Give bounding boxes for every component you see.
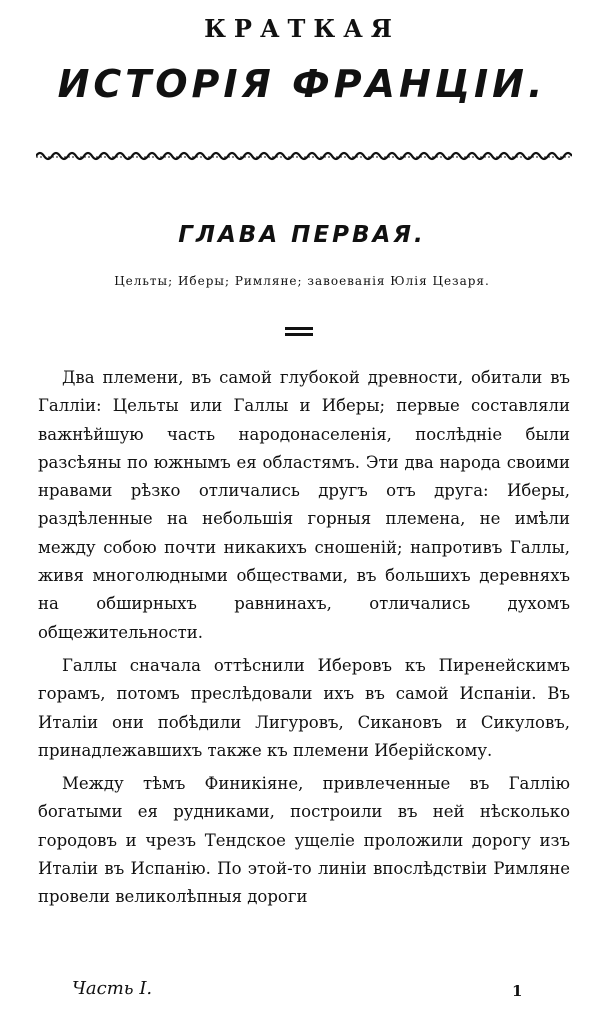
ornamental-divider bbox=[36, 150, 572, 162]
chapter-summary: Цельты; Иберы; Римляне; завоеванія Юлія Цезаря. bbox=[114, 274, 490, 288]
signature-mark: Часть I. bbox=[72, 978, 153, 999]
sheet-number: 1 bbox=[512, 982, 523, 1000]
title-small: КРАТКАЯ bbox=[204, 14, 400, 43]
body-text bbox=[38, 364, 570, 917]
paragraph: Между тѣмъ Финикіяне, привлеченные въ Галлію богатыми ея рудниками, построили въ ней нѣсколько городовъ и чрезъ Тендское ущеліе проложили дорогу изъ Италіи въ Испанію. По этой-то линіи впослѣдствіи Римляне провели великолѣпныя дороги bbox=[38, 774, 570, 907]
title-main: ИСТОРІЯ ФРАНЦІИ. bbox=[57, 62, 547, 106]
chapter-title: ГЛАВА ПЕРВАЯ. bbox=[178, 222, 426, 248]
paragraph: Галлы сначала оттѣснили Иберовъ къ Пиренейскимъ горамъ, потомъ преслѣдовали ихъ въ самой Испаніи. Въ Италіи они побѣдили Лигуровъ, Сикановъ и Сикуловъ, принадлежавшихъ также къ племени Иберійскому. bbox=[38, 655, 570, 760]
double-rule-divider bbox=[285, 327, 313, 337]
paragraph: Два племени, въ самой глубокой древности, обитали въ Галліи: Цельты или Галлы и Иберы; первые составляли важнѣйшую часть народонаселенія, послѣдніе были разсѣяны по южнымъ ея областямъ. Эти два народа своими нравами рѣзко отличались другъ отъ друга: Иберы, раздѣленные на небольшія горныя племена, не имѣли между собою почти никакихъ сношеній; напротивъ Галлы, живя многолюдными обществами, въ большихъ деревняхъ на обширныхъ равнинахъ, отличались духомъ общежительности. bbox=[38, 368, 570, 642]
